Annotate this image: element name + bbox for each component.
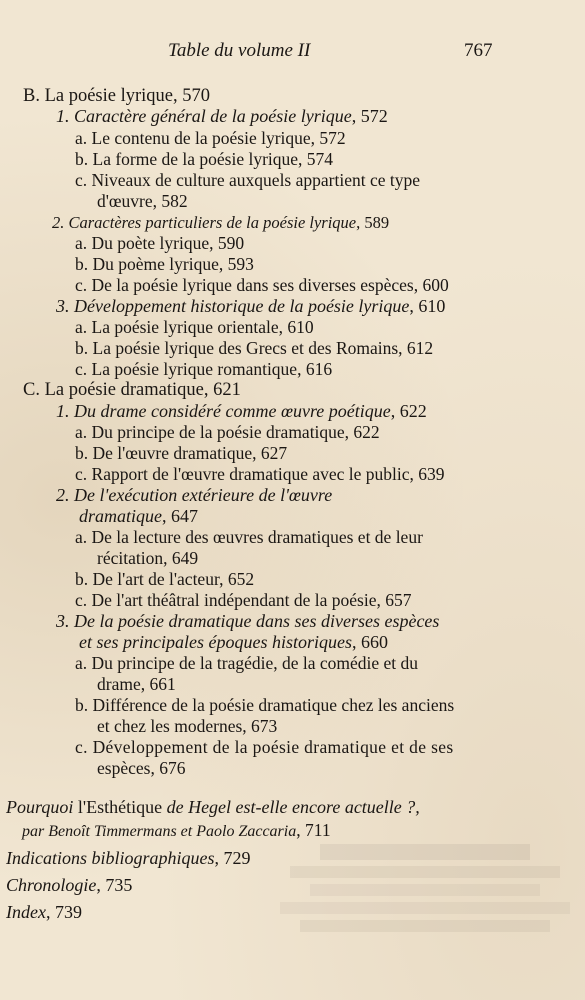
toc-entry-c2-title-line2: dramatique bbox=[79, 506, 162, 526]
toc-item-c3a-cont: drame, 661 bbox=[97, 674, 176, 694]
toc-item-c3c-cont: espèces, 676 bbox=[97, 758, 186, 778]
toc-item-b2c: c. De la poésie lyrique dans ses diverses espèces, 600 bbox=[75, 275, 449, 295]
toc-item-b3a: a. La poésie lyrique orientale, 610 bbox=[75, 317, 314, 337]
toc-entry-b1-page: , 572 bbox=[351, 106, 388, 126]
toc-entry-essay-pre: Pourquoi bbox=[6, 797, 78, 817]
toc-entry-index-title: Index bbox=[6, 902, 46, 922]
toc-entry-essay-authors: par Benoît Timmermans et Paolo Zaccaria bbox=[22, 823, 297, 840]
toc-entry-c1-page: , 622 bbox=[390, 401, 427, 421]
page-number: 767 bbox=[464, 40, 493, 61]
toc-item-c3b: b. Différence de la poésie dramatique chez les anciens bbox=[75, 695, 455, 715]
toc-entry-c3-page: , 660 bbox=[351, 632, 388, 652]
toc-entry-b3-title: 3. Développement historique de la poésie lyrique bbox=[56, 296, 410, 316]
toc-item-b1c-cont: d'œuvre, 582 bbox=[97, 191, 188, 211]
toc-entry-c2-page: , 647 bbox=[162, 506, 198, 526]
toc-entry-b3-page: , 610 bbox=[409, 296, 446, 316]
toc-item-c3c: c. Développement de la poésie dramatique et de ses bbox=[75, 737, 454, 757]
toc-entry-biblio-page: , 729 bbox=[214, 848, 251, 868]
toc-item-c2c: c. De l'art théâtral indépendant de la poésie, 657 bbox=[75, 590, 412, 610]
toc-entry-chrono bbox=[6, 875, 132, 896]
toc-item-c2a: a. De la lecture des œuvres dramatiques et de leur bbox=[75, 527, 423, 547]
toc-item-b2a: a. Du poète lyrique, 590 bbox=[75, 233, 245, 253]
toc-entry-biblio-title: Indications bibliographiques bbox=[6, 848, 215, 868]
toc-entry-c1-title: 1. Du drame considéré comme œuvre poétique bbox=[56, 401, 391, 421]
toc-entry-b1 bbox=[56, 106, 388, 127]
toc-entry-c3 bbox=[79, 632, 388, 653]
toc-entry-essay-post: de Hegel est-elle encore actuelle ?, bbox=[162, 797, 420, 817]
toc-item-b1b: b. La forme de la poésie lyrique, 574 bbox=[75, 149, 334, 169]
toc-entry-c2-title-line1: 2. De l'exécution extérieure de l'œuvre bbox=[56, 485, 333, 505]
toc-item-b3b: b. La poésie lyrique des Grecs et des Romains, 612 bbox=[75, 338, 434, 358]
toc-entry-c3-title-line2: et ses principales époques historiques bbox=[79, 632, 352, 652]
toc-item-b1a: a. Le contenu de la poésie lyrique, 572 bbox=[75, 128, 346, 148]
toc-entry-c3-title-line1: 3. De la poésie dramatique dans ses diverses espèces bbox=[56, 611, 440, 631]
toc-item-c1b: b. De l'œuvre dramatique, 627 bbox=[75, 443, 288, 463]
toc-entry-index bbox=[6, 902, 82, 923]
toc-entry-essay bbox=[6, 797, 420, 818]
toc-item-c3b-cont: et chez les modernes, 673 bbox=[97, 716, 278, 736]
toc-item-c3a: a. Du principe de la tragédie, de la comédie et du bbox=[75, 653, 419, 673]
toc-entry-essay-page: , 711 bbox=[296, 820, 331, 840]
toc-entry-essay-book: l'Esthétique bbox=[77, 797, 163, 817]
toc-entry-biblio bbox=[6, 848, 251, 869]
toc-entry-essay-byline bbox=[22, 820, 331, 842]
toc-entry-b2 bbox=[52, 212, 389, 233]
toc-entry-chrono-title: Chronologie bbox=[6, 875, 97, 895]
toc-item-b3c: c. La poésie lyrique romantique, 616 bbox=[75, 359, 333, 379]
section-b-heading: B. La poésie lyrique, 570 bbox=[23, 86, 211, 106]
running-header-title: Table du volume II bbox=[168, 40, 311, 61]
toc-item-b1c: c. Niveaux de culture auxquels appartient ce type bbox=[75, 170, 420, 190]
toc-entry-c2 bbox=[79, 506, 198, 527]
toc-item-b2b: b. Du poème lyrique, 593 bbox=[75, 254, 254, 274]
toc-entry-b2-title: 2. Caractères particuliers de la poésie lyrique bbox=[52, 213, 357, 232]
toc-entry-b1-title: 1. Caractère général de la poésie lyrique bbox=[56, 106, 352, 126]
show-through-texture bbox=[280, 840, 570, 960]
toc-item-c1c: c. Rapport de l'œuvre dramatique avec le public, 639 bbox=[75, 464, 445, 484]
toc-entry-chrono-page: , 735 bbox=[96, 875, 133, 895]
toc-item-c2a-cont: récitation, 649 bbox=[97, 548, 199, 568]
toc-entry-c1 bbox=[56, 401, 427, 422]
toc-item-c1a: a. Du principe de la poésie dramatique, 622 bbox=[75, 422, 380, 442]
toc-entry-index-page: , 739 bbox=[45, 902, 82, 922]
section-c-heading: C. La poésie dramatique, 621 bbox=[23, 380, 241, 400]
toc-entry-b3 bbox=[56, 296, 445, 317]
toc-item-c2b: b. De l'art de l'acteur, 652 bbox=[75, 569, 255, 589]
toc-entry-b2-page: , 589 bbox=[356, 213, 390, 232]
